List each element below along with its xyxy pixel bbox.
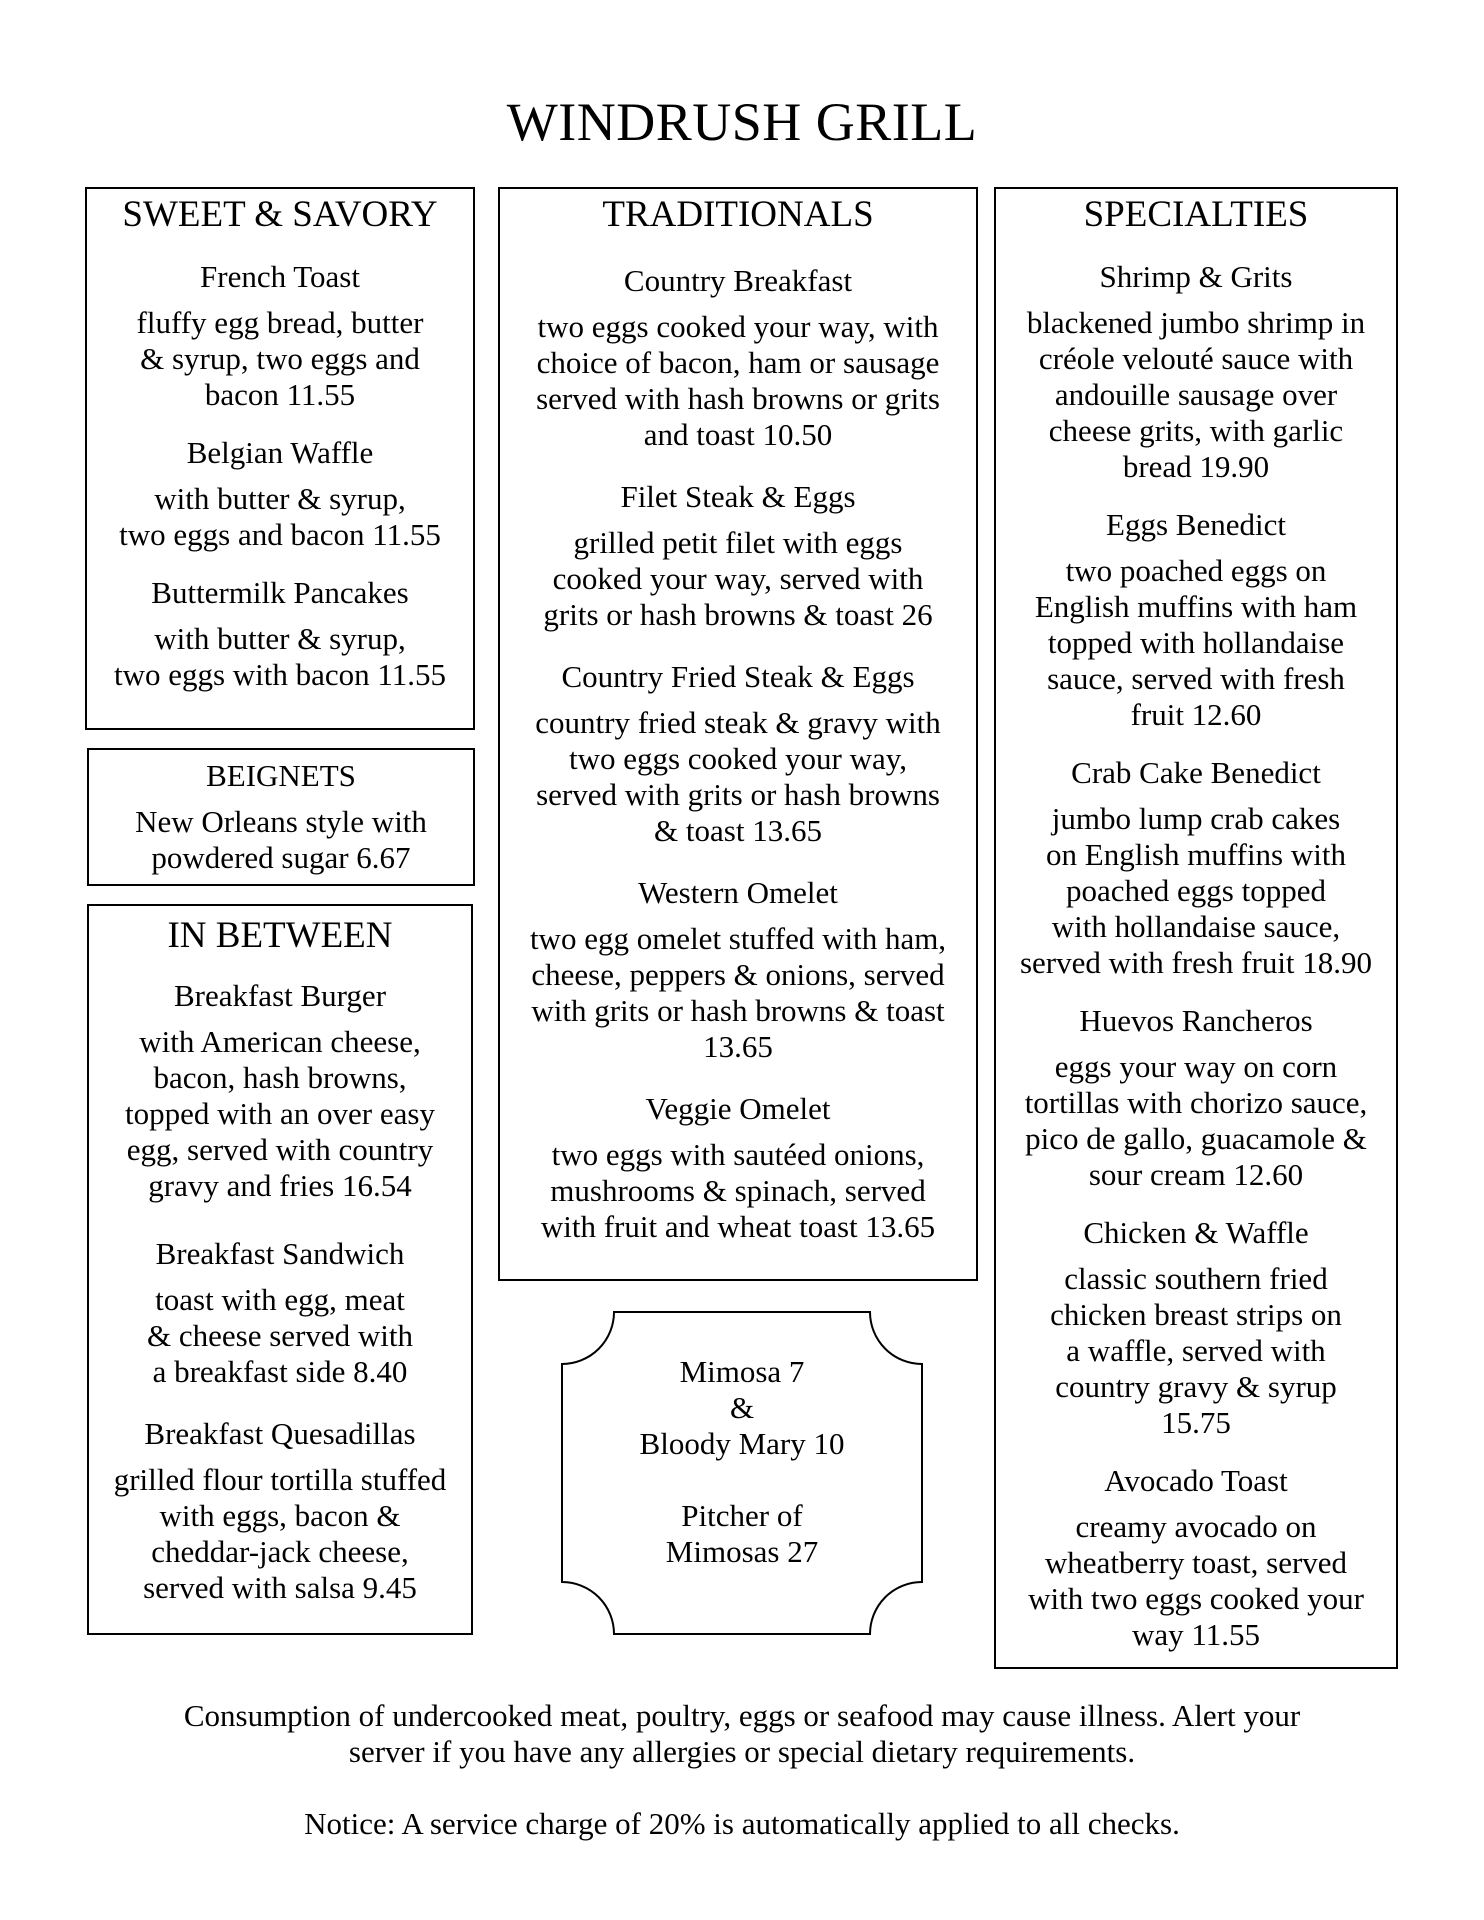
item-name: Breakfast Sandwich bbox=[155, 1236, 405, 1271]
health-warning: Consumption of undercooked meat, poultry, eggs or seafood may cause illness. Alert your server if you have any allergies or special dietary requirements. bbox=[183, 1698, 1301, 1769]
menu-item bbox=[89, 1236, 471, 1390]
item-name: Breakfast Quesadillas bbox=[144, 1416, 416, 1451]
menu-item bbox=[87, 259, 473, 413]
item-name: Shrimp & Grits bbox=[1099, 259, 1293, 294]
item-description: New Orleans style with powdered sugar 6.67 bbox=[135, 804, 427, 875]
item-description: grilled petit filet with eggs cooked your way, served with grits or hash browns & toast 26 bbox=[543, 525, 933, 632]
item-name: Belgian Waffle bbox=[186, 435, 374, 470]
menu-item bbox=[87, 435, 473, 553]
section-in-between bbox=[87, 904, 473, 1635]
drink-pitcher-mimosas: Mimosas 27 bbox=[665, 1534, 819, 1569]
section-specialties bbox=[994, 187, 1398, 1669]
item-name: French Toast bbox=[200, 259, 360, 294]
menu-item bbox=[996, 1463, 1396, 1653]
menu-item bbox=[996, 1215, 1396, 1441]
section-heading: SPECIALTIES bbox=[1083, 194, 1309, 235]
item-description: with American cheese, bacon, hash browns, topped with an over easy egg, served with country gravy and fries 16.54 bbox=[125, 1024, 435, 1203]
section-sweet-savory bbox=[85, 187, 475, 730]
section-heading: SWEET & SAVORY bbox=[122, 194, 438, 235]
item-description: country fried steak & gravy with two eggs cooked your way, served with grits or hash browns & toast 13.65 bbox=[535, 705, 941, 848]
menu-item bbox=[500, 479, 976, 633]
item-description: two egg omelet stuffed with ham, cheese, peppers & onions, served with grits or hash browns & toast 13.65 bbox=[529, 921, 947, 1064]
menu-item bbox=[996, 507, 1396, 733]
drink-bloody-mary: Bloody Mary 10 bbox=[639, 1426, 845, 1461]
item-name: Filet Steak & Eggs bbox=[620, 479, 856, 514]
menu-item bbox=[500, 875, 976, 1065]
item-name: Crab Cake Benedict bbox=[1071, 755, 1321, 790]
menu-item bbox=[89, 978, 471, 1204]
menu-item bbox=[89, 1416, 471, 1606]
item-description: blackened jumbo shrimp in créole velouté sauce with andouille sausage over cheese grits, with garlic bread 19.90 bbox=[1026, 305, 1366, 484]
item-name: Country Breakfast bbox=[623, 263, 853, 298]
menu-item bbox=[500, 659, 976, 849]
item-description: jumbo lump crab cakes on English muffins with poached eggs topped with hollandaise sauce, served with fresh fruit 18.90 bbox=[1019, 801, 1373, 980]
item-description: eggs your way on corn tortillas with chorizo sauce, pico de gallo, guacamole & sour cream 12.60 bbox=[1024, 1049, 1368, 1192]
item-description: classic southern fried chicken breast strips on a waffle, served with country gravy & syrup 15.75 bbox=[1050, 1261, 1342, 1440]
drinks-box bbox=[560, 1310, 924, 1636]
item-description: toast with egg, meat & cheese served with a breakfast side 8.40 bbox=[147, 1282, 413, 1389]
menu-item bbox=[996, 1003, 1396, 1193]
item-name: Country Fried Steak & Eggs bbox=[561, 659, 915, 694]
item-description: with butter & syrup, two eggs and bacon 11.55 bbox=[119, 481, 441, 552]
menu-item bbox=[500, 1091, 976, 1245]
item-name: Breakfast Burger bbox=[173, 978, 387, 1013]
item-description: fluffy egg bread, butter & syrup, two eggs and bacon 11.55 bbox=[136, 305, 424, 412]
menu-item bbox=[87, 575, 473, 693]
menu-title: WINDRUSH GRILL bbox=[506, 92, 978, 152]
item-description: two poached eggs on English muffins with ham topped with hollandaise sauce, served with fresh fruit 12.60 bbox=[1034, 553, 1358, 732]
section-beignets bbox=[87, 748, 475, 886]
drink-pitcher-label: Pitcher of bbox=[681, 1498, 803, 1533]
item-description: with butter & syrup, two eggs with bacon 11.55 bbox=[113, 621, 447, 692]
item-name: Veggie Omelet bbox=[645, 1091, 831, 1126]
item-name: Buttermilk Pancakes bbox=[151, 575, 409, 610]
item-name: Huevos Rancheros bbox=[1079, 1003, 1313, 1038]
drink-ampersand: & bbox=[729, 1390, 755, 1425]
menu-item bbox=[996, 259, 1396, 485]
drink-mimosa: Mimosa 7 bbox=[679, 1354, 805, 1389]
item-name: Western Omelet bbox=[638, 875, 838, 910]
item-name: Chicken & Waffle bbox=[1083, 1215, 1309, 1250]
section-traditionals bbox=[498, 187, 978, 1281]
menu-item bbox=[500, 263, 976, 453]
service-charge-notice: Notice: A service charge of 20% is automatically applied to all checks. bbox=[304, 1806, 1180, 1841]
section-heading: TRADITIONALS bbox=[602, 194, 874, 235]
item-description: creamy avocado on wheatberry toast, served with two eggs cooked your way 11.55 bbox=[1028, 1509, 1364, 1652]
item-name: Eggs Benedict bbox=[1106, 507, 1286, 542]
menu-item bbox=[996, 755, 1396, 981]
item-description: two eggs cooked your way, with choice of bacon, ham or sausage served with hash browns or grits and toast 10.50 bbox=[536, 309, 940, 452]
section-heading: IN BETWEEN bbox=[167, 915, 393, 956]
item-description: grilled flour tortilla stuffed with eggs, bacon & cheddar-jack cheese, served with salsa 9.45 bbox=[113, 1462, 447, 1605]
item-description: two eggs with sautéed onions, mushrooms & spinach, served with fruit and wheat toast 13.65 bbox=[540, 1137, 936, 1244]
section-heading: BEIGNETS bbox=[206, 758, 356, 793]
item-name: Avocado Toast bbox=[1104, 1463, 1288, 1498]
